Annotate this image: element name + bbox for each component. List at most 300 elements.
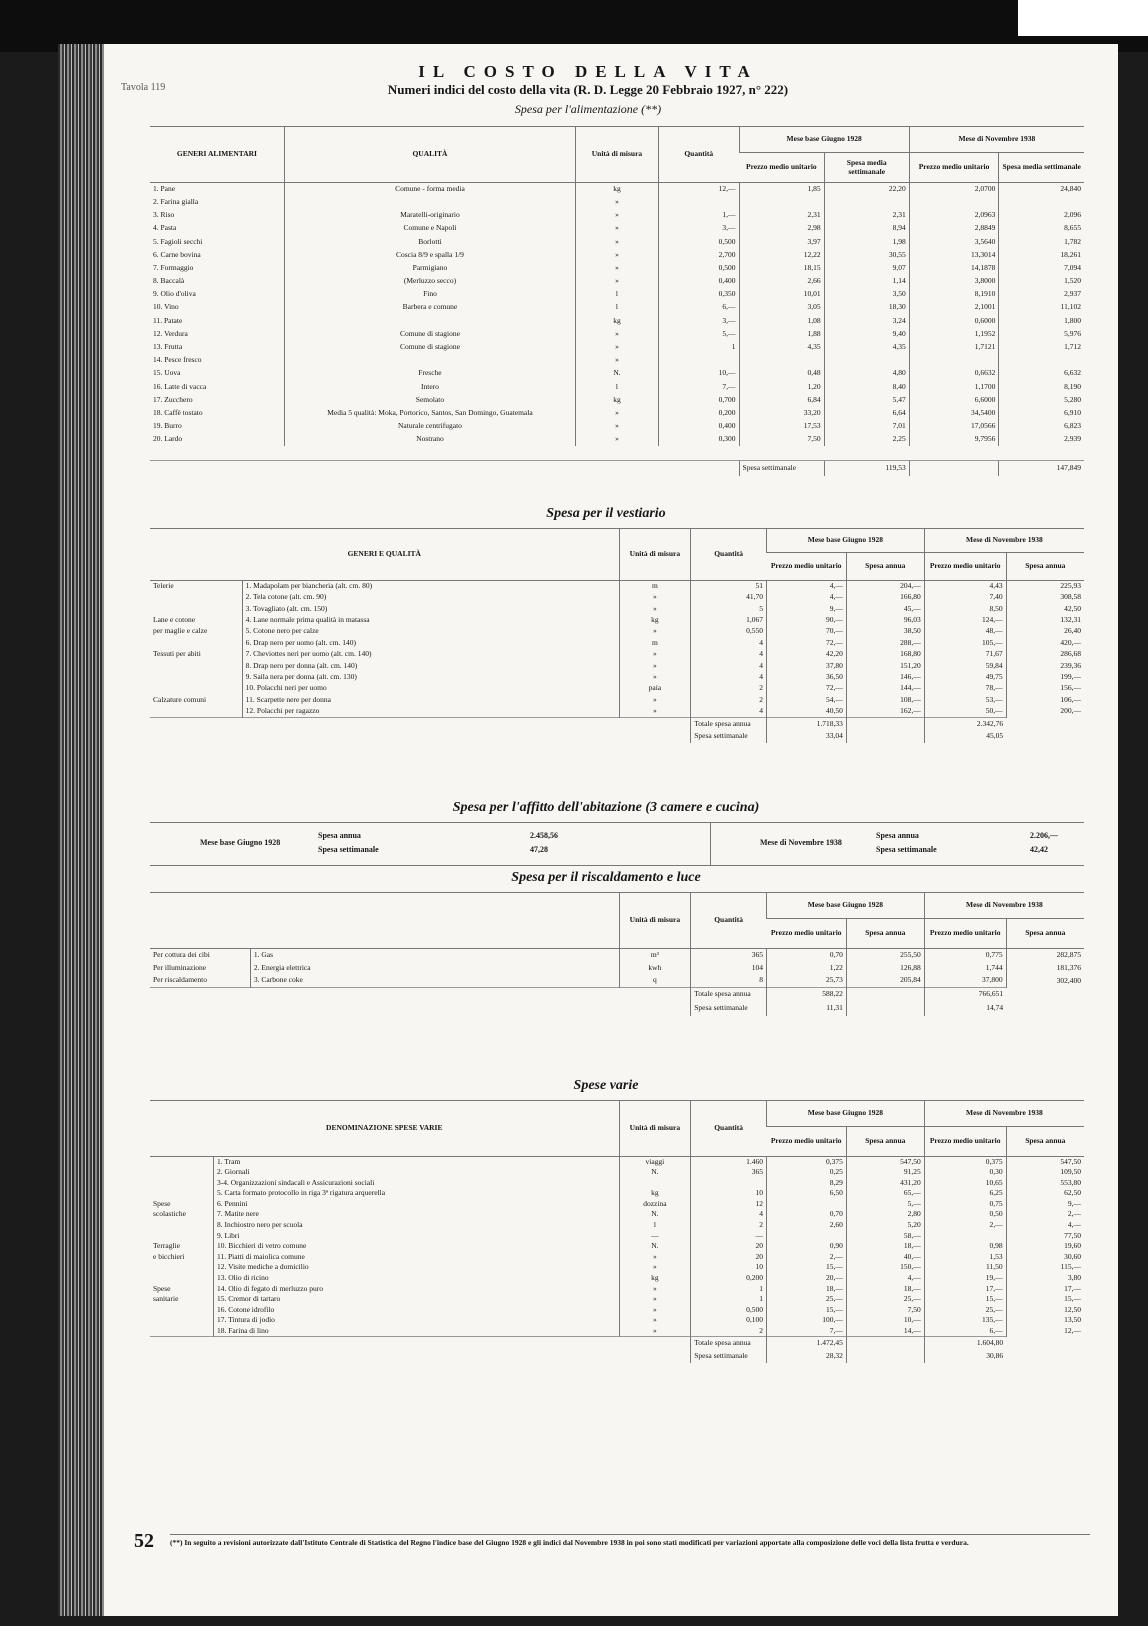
- table-row: [150, 275, 1084, 288]
- cloth-spesa-base: 146,—: [846, 672, 924, 683]
- food-item-qty: 12,—: [658, 183, 739, 196]
- food-item-name: 10. Vino: [153, 302, 179, 312]
- food-price-nov: 34,5400: [909, 407, 999, 420]
- food-price-nov: 1,1952: [909, 328, 999, 341]
- food-item-quality: Maratelli-originario: [284, 209, 575, 222]
- food-price-nov: 0,6000: [909, 314, 999, 327]
- heat-unit: m³: [619, 949, 691, 962]
- food-spesa-nov: 2,096: [999, 209, 1084, 222]
- heat-price-base: 25,73: [767, 975, 847, 988]
- misc-spesa-nov: 19,60: [1006, 1241, 1084, 1252]
- cloth-price-nov: 71,67: [924, 649, 1006, 660]
- misc-unit: »: [619, 1262, 691, 1273]
- total-settimanale-nov: 30,86: [924, 1350, 1006, 1363]
- misc-spesa-nov: 15,—: [1006, 1294, 1084, 1305]
- cloth-price-base: 36,50: [767, 672, 847, 683]
- table-row: [150, 1241, 1084, 1252]
- total-settimanale-nov: 45,05: [924, 730, 1006, 743]
- cloth-price-base: 42,20: [767, 649, 847, 660]
- misc-item-name: 16. Cotone idrofilo: [213, 1305, 619, 1316]
- col-spesa-nov: Spesa annua: [1006, 1127, 1084, 1157]
- food-spesa-base: 2,31: [824, 209, 909, 222]
- cloth-price-nov: 49,75: [924, 672, 1006, 683]
- food-price-nov: 9,7956: [909, 433, 999, 446]
- total-annua-base: 1.472,45: [767, 1337, 847, 1350]
- food-spesa-base: 5,47: [824, 394, 909, 407]
- food-item-unit: l: [576, 380, 659, 393]
- cloth-price-base: 72,—: [767, 683, 847, 694]
- section-title-misc: Spese varie: [573, 1078, 639, 1093]
- table-row: [150, 380, 1084, 393]
- total-settimanale-base: 28,32: [767, 1350, 847, 1363]
- food-spesa-nov: 1,520: [999, 275, 1084, 288]
- misc-unit: »: [619, 1294, 691, 1305]
- misc-spesa-nov: 12,—: [1006, 1326, 1084, 1337]
- cloth-spesa-base: 45,—: [846, 603, 924, 614]
- table-row: [150, 367, 1084, 380]
- total-settimanale-label: Spesa settimanale: [691, 730, 767, 743]
- misc-qty: 1.460: [691, 1157, 767, 1168]
- misc-price-nov: 6,25: [924, 1188, 1006, 1199]
- heat-item-name: 2. Energia elettrica: [250, 962, 619, 975]
- food-item-qty: 2,700: [658, 248, 739, 261]
- food-price-base: 1,85: [739, 183, 824, 196]
- food-spesa-base: 1,98: [824, 235, 909, 248]
- cloth-qty: 4: [691, 660, 767, 671]
- table-row: [150, 1199, 1084, 1210]
- food-item-name: 20. Lardo: [153, 434, 183, 444]
- blank-cell: [150, 1337, 691, 1350]
- food-item-qty: 0,400: [658, 420, 739, 433]
- table-row: [150, 341, 1084, 354]
- cloth-group: [150, 683, 242, 694]
- food-spesa-nov: 7,094: [999, 262, 1084, 275]
- food-item-quality: Fresche: [284, 367, 575, 380]
- cloth-spesa-base: 108,—: [846, 694, 924, 705]
- food-spesa-nov: 6,823: [999, 420, 1084, 433]
- cloth-spesa-nov: 200,—: [1006, 706, 1084, 717]
- food-price-nov: 13,3014: [909, 248, 999, 261]
- food-price-base: [739, 196, 824, 209]
- cloth-price-base: 70,—: [767, 626, 847, 637]
- col-spesa-nov: Spesa annua: [1006, 553, 1084, 581]
- table-row: [150, 301, 1084, 314]
- cloth-price-nov: 50,—: [924, 706, 1006, 717]
- total-annua-label: Totale spesa annua: [691, 988, 767, 1002]
- blank-cell: [846, 1337, 924, 1350]
- table-row: [150, 1209, 1084, 1220]
- food-item-quality: Comune di stagione: [284, 341, 575, 354]
- misc-qty: 0,500: [691, 1305, 767, 1316]
- cloth-unit: »: [619, 626, 691, 637]
- food-total-label: Spesa settimanale: [739, 460, 824, 476]
- food-price-base: 3,97: [739, 235, 824, 248]
- table-row: [150, 1284, 1084, 1295]
- food-spesa-nov: 2,937: [999, 288, 1084, 301]
- col-nov: Mese di Novembre 1938: [924, 1101, 1084, 1127]
- table-row: [150, 209, 1084, 222]
- food-item-quality: Nostrano: [284, 433, 575, 446]
- food-price-nov: 14,1878: [909, 262, 999, 275]
- misc-spesa-nov: 115,—: [1006, 1262, 1084, 1273]
- cloth-qty: 2: [691, 683, 767, 694]
- misc-spesa-nov: 77,50: [1006, 1231, 1084, 1242]
- col-denominazione: DENOMINAZIONE SPESE VARIE: [150, 1101, 619, 1157]
- misc-group: Spese: [153, 1198, 171, 1208]
- food-spesa-base: 2,25: [824, 433, 909, 446]
- cloth-price-nov: 59,84: [924, 660, 1006, 671]
- food-item-unit: N.: [576, 367, 659, 380]
- food-item-quality: Coscia 8/9 e spalla 1/9: [284, 248, 575, 261]
- table-row: [150, 672, 1084, 683]
- misc-price-base: 25,—: [767, 1294, 847, 1305]
- blank-cell: [846, 717, 924, 730]
- food-item-unit: »: [576, 248, 659, 261]
- cloth-spesa-base: 144,—: [846, 683, 924, 694]
- misc-spesa-base: 150,—: [846, 1262, 924, 1273]
- food-price-nov: 2,0700: [909, 183, 999, 196]
- food-item-unit: »: [576, 209, 659, 222]
- cloth-spesa-nov: 132,31: [1006, 615, 1084, 626]
- heat-price-nov: 0,775: [924, 949, 1006, 962]
- food-item-unit: »: [576, 407, 659, 420]
- misc-item-name: 7. Matite nere: [213, 1209, 619, 1220]
- food-item-qty: 7,—: [658, 380, 739, 393]
- page-number: 52: [134, 1530, 154, 1552]
- heat-unit: q: [619, 975, 691, 988]
- blank-cell: [846, 1350, 924, 1363]
- misc-price-nov: 25,—: [924, 1305, 1006, 1316]
- cloth-price-base: 9,—: [767, 603, 847, 614]
- cloth-unit: »: [619, 694, 691, 705]
- food-item-unit: »: [576, 341, 659, 354]
- food-item-name: 18. Caffè tostato: [153, 407, 203, 417]
- spacer-cell: [150, 446, 1084, 460]
- table-row: [150, 637, 1084, 648]
- heat-qty: 104: [691, 962, 767, 975]
- total-settimanale-base: 11,31: [767, 1002, 847, 1016]
- total-annua-nov: 2.342,76: [924, 717, 1006, 730]
- misc-spesa-base: 4,—: [846, 1273, 924, 1284]
- col-spesa-nov: Spesa media settimanale: [999, 153, 1084, 183]
- food-price-base: 1,08: [739, 314, 824, 327]
- heat-qty: 8: [691, 975, 767, 988]
- food-price-nov: 2,1001: [909, 301, 999, 314]
- cloth-item-name: 7. Cheviottes neri per uomo (alt. cm. 140): [242, 649, 619, 660]
- table-row: [150, 1220, 1084, 1231]
- misc-item-name: 12. Visite mediche a domicilio: [213, 1262, 619, 1273]
- food-item-name: 3. Riso: [153, 210, 175, 220]
- table-row: [150, 328, 1084, 341]
- cloth-price-nov: 53,—: [924, 694, 1006, 705]
- blank-cell: [150, 730, 691, 743]
- food-item-qty: 6,—: [658, 301, 739, 314]
- misc-qty: 365: [691, 1167, 767, 1178]
- food-price-base: 33,20: [739, 407, 824, 420]
- table-number: Tavola 119: [121, 82, 166, 93]
- food-spesa-nov: 8,655: [999, 222, 1084, 235]
- food-spesa-base: 8,40: [824, 380, 909, 393]
- misc-spesa-nov: 17,—: [1006, 1284, 1084, 1295]
- food-total-base: 119,53: [824, 460, 909, 476]
- misc-unit: »: [619, 1252, 691, 1263]
- food-item-name: 13. Frutta: [153, 342, 183, 352]
- misc-price-base: [767, 1231, 847, 1242]
- cloth-spesa-base: 288,—: [846, 637, 924, 648]
- food-item-name: 9. Olio d'oliva: [153, 289, 196, 299]
- total-row: [150, 1337, 1084, 1350]
- total-row: [150, 717, 1084, 730]
- blank-cell: [150, 1002, 691, 1016]
- table-row: [150, 314, 1084, 327]
- food-item-qty: 0,300: [658, 433, 739, 446]
- food-price-nov: 8,1910: [909, 288, 999, 301]
- food-item-name: 19. Burro: [153, 421, 182, 431]
- misc-item-name: 15. Cremor di tartaro: [213, 1294, 619, 1305]
- table-row: [150, 433, 1084, 446]
- misc-spesa-nov: 3,80: [1006, 1273, 1084, 1284]
- food-price-base: 18,15: [739, 262, 824, 275]
- food-price-nov: 2,8849: [909, 222, 999, 235]
- cloth-unit: »: [619, 672, 691, 683]
- misc-unit: l: [619, 1220, 691, 1231]
- page-subtitle: Numeri indici del costo della vita (R. D. Legge 20 Febbraio 1927, n° 222): [387, 82, 789, 97]
- food-spesa-nov: 2,939: [999, 433, 1084, 446]
- cloth-item-name: 1. Madapolam per biancheria (alt. cm. 80): [242, 581, 619, 592]
- cloth-price-base: 37,80: [767, 660, 847, 671]
- cloth-item-name: 4. Lane normale prima qualità in matassa: [242, 615, 619, 626]
- misc-spesa-base: 5,—: [846, 1199, 924, 1210]
- rent-nov-label: Mese di Novembre 1938: [760, 838, 842, 847]
- food-item-quality: Naturale centrifugato: [284, 420, 575, 433]
- clothing-table: [150, 528, 1084, 743]
- cloth-price-base: 90,—: [767, 615, 847, 626]
- food-item-quality: Barbera e comune: [284, 301, 575, 314]
- heat-price-base: 1,22: [767, 962, 847, 975]
- cloth-item-name: 11. Scarpette nere per donna: [242, 694, 619, 705]
- col-spesa-nov: Spesa annua: [1006, 919, 1084, 949]
- food-item-qty: 1,—: [658, 209, 739, 222]
- col-spesa-base: Spesa annua: [846, 553, 924, 581]
- misc-item-name: 5. Carta formato protocollo in riga 3ª rigatura arquerella: [213, 1188, 619, 1199]
- misc-price-nov: 0,30: [924, 1167, 1006, 1178]
- cloth-price-base: 40,50: [767, 706, 847, 717]
- misc-item-name: 6. Pennini: [213, 1199, 619, 1210]
- food-spesa-base: 6,64: [824, 407, 909, 420]
- food-price-base: 7,50: [739, 433, 824, 446]
- cloth-price-base: 4,—: [767, 592, 847, 603]
- misc-unit: [619, 1178, 691, 1189]
- cloth-spesa-nov: 420,—: [1006, 637, 1084, 648]
- misc-spesa-base: 40,—: [846, 1252, 924, 1263]
- food-item-qty: [658, 196, 739, 209]
- col-prezzo-base: Prezzo medio unitario: [739, 153, 824, 183]
- food-price-base: 2,66: [739, 275, 824, 288]
- cloth-spesa-nov: 156,—: [1006, 683, 1084, 694]
- food-price-base: 0,48: [739, 367, 824, 380]
- misc-group: [150, 1167, 213, 1178]
- food-item-qty: 0,350: [658, 288, 739, 301]
- misc-price-nov: 0,375: [924, 1157, 1006, 1168]
- misc-price-base: 20,—: [767, 1273, 847, 1284]
- section-title-food: Spesa per l'alimentazione (**): [514, 102, 662, 116]
- food-spesa-base: 4,80: [824, 367, 909, 380]
- misc-unit: N.: [619, 1167, 691, 1178]
- cloth-spesa-nov: 199,—: [1006, 672, 1084, 683]
- food-spesa-nov: 6,632: [999, 367, 1084, 380]
- misc-qty: —: [691, 1231, 767, 1242]
- misc-spesa-base: 547,50: [846, 1157, 924, 1168]
- heat-spesa-nov: 282,875: [1006, 949, 1084, 962]
- table-row: [150, 196, 1084, 209]
- food-spesa-base: 1,14: [824, 275, 909, 288]
- misc-group: [150, 1326, 213, 1337]
- scan-corner: [1018, 0, 1148, 36]
- misc-qty: 1: [691, 1294, 767, 1305]
- cloth-spesa-base: 96,03: [846, 615, 924, 626]
- misc-group: scolastiche: [153, 1209, 186, 1219]
- food-spesa-nov: 6,910: [999, 407, 1084, 420]
- cloth-price-base: 54,—: [767, 694, 847, 705]
- table-row: [150, 694, 1084, 705]
- heat-unit: kwh: [619, 962, 691, 975]
- cloth-group: [150, 672, 242, 683]
- misc-spesa-base: 14,—: [846, 1326, 924, 1337]
- cloth-spesa-nov: 286,68: [1006, 649, 1084, 660]
- col-nov: Mese di Novembre 1938: [909, 127, 1084, 153]
- misc-price-nov: [924, 1231, 1006, 1242]
- table-row: [150, 1305, 1084, 1316]
- cloth-qty: 2: [691, 694, 767, 705]
- misc-group: [150, 1262, 213, 1273]
- food-item-unit: »: [576, 328, 659, 341]
- misc-price-base: 2,—: [767, 1252, 847, 1263]
- total-annua-base: 588,22: [767, 988, 847, 1002]
- total-annua-label: Totale spesa annua: [691, 717, 767, 730]
- food-spesa-nov: 24,840: [999, 183, 1084, 196]
- col-spesa-base: Spesa media settimanale: [824, 153, 909, 183]
- misc-group: e bicchieri: [153, 1251, 185, 1261]
- cloth-price-nov: 78,—: [924, 683, 1006, 694]
- col-prezzo-nov: Prezzo medio unitario: [924, 1127, 1006, 1157]
- misc-spesa-base: 5,20: [846, 1220, 924, 1231]
- misc-group: Spese: [153, 1283, 171, 1293]
- cloth-price-base: 72,—: [767, 637, 847, 648]
- misc-price-nov: 0,50: [924, 1209, 1006, 1220]
- heat-price-nov: 1,744: [924, 962, 1006, 975]
- food-item-name: 4. Pasta: [153, 223, 177, 233]
- cloth-unit: kg: [619, 615, 691, 626]
- misc-qty: 10: [691, 1262, 767, 1273]
- cloth-group: [150, 603, 242, 614]
- blank-cell: [150, 717, 691, 730]
- misc-spesa-base: 65,—: [846, 1188, 924, 1199]
- food-item-name: 12. Verdura: [153, 328, 188, 338]
- rent-block: [150, 822, 1084, 866]
- col-prezzo-base: Prezzo medio unitario: [767, 919, 847, 949]
- cloth-spesa-nov: 308,58: [1006, 592, 1084, 603]
- food-item-quality: [284, 314, 575, 327]
- col-prezzo-nov: Prezzo medio unitario: [909, 153, 999, 183]
- misc-spesa-nov: 62,50: [1006, 1188, 1084, 1199]
- misc-spesa-nov: 9,—: [1006, 1199, 1084, 1210]
- book-binding: [58, 44, 104, 1616]
- col-unita: Unità di misura: [576, 127, 659, 183]
- food-item-unit: »: [576, 262, 659, 275]
- total-settimanale-label: Spesa settimanale: [691, 1350, 767, 1363]
- cloth-qty: 4: [691, 637, 767, 648]
- cloth-qty: 1,067: [691, 615, 767, 626]
- cloth-qty: 51: [691, 581, 767, 592]
- rent-base-annua: 2.458,56: [530, 831, 558, 840]
- table-row: [150, 683, 1084, 694]
- food-item-unit: »: [576, 433, 659, 446]
- col-prezzo-nov: Prezzo medio unitario: [924, 919, 1006, 949]
- cloth-spesa-nov: 42,50: [1006, 603, 1084, 614]
- cloth-item-name: 8. Drap nero per donna (alt. cm. 140): [242, 660, 619, 671]
- rent-divider: [710, 823, 711, 865]
- misc-qty: 1: [691, 1284, 767, 1295]
- cloth-group: [150, 592, 242, 603]
- col-quantita: Quantità: [691, 1101, 767, 1157]
- misc-price-base: 0,70: [767, 1209, 847, 1220]
- total-row: [150, 1002, 1084, 1016]
- food-spesa-nov: [999, 354, 1084, 367]
- misc-unit: »: [619, 1305, 691, 1316]
- misc-item-name: 17. Tintura di jodio: [213, 1315, 619, 1326]
- food-spesa-base: 3,24: [824, 314, 909, 327]
- page-title: IL COSTO DELLA VITA: [418, 62, 758, 81]
- misc-price-base: 2,60: [767, 1220, 847, 1231]
- food-item-quality: Intero: [284, 380, 575, 393]
- misc-unit: »: [619, 1315, 691, 1326]
- food-total-nov: 147,849: [999, 460, 1084, 476]
- food-spesa-nov: 18,261: [999, 248, 1084, 261]
- cloth-spesa-nov: 239,36: [1006, 660, 1084, 671]
- table-row: [150, 592, 1084, 603]
- misc-qty: 2: [691, 1220, 767, 1231]
- food-spesa-nov: 5,976: [999, 328, 1084, 341]
- food-item-unit: kg: [576, 394, 659, 407]
- food-spesa-base: 22,20: [824, 183, 909, 196]
- heat-spesa-nov: 181,376: [1006, 962, 1084, 975]
- col-unita: Unità di misura: [619, 1101, 691, 1157]
- table-row: [150, 420, 1084, 433]
- table-row: [150, 603, 1084, 614]
- food-item-unit: l: [576, 301, 659, 314]
- blank-cell: [846, 730, 924, 743]
- food-item-name: 17. Zucchero: [153, 394, 193, 404]
- table-row: [150, 1294, 1084, 1305]
- food-item-name: 6. Carne bovina: [153, 249, 201, 259]
- food-item-quality: (Merluzzo secco): [284, 275, 575, 288]
- food-item-quality: Media 5 qualità: Moka, Portorico, Santos, San Domingo, Guatemala: [284, 407, 575, 420]
- food-item-qty: 3,—: [658, 314, 739, 327]
- food-table: [150, 126, 1084, 476]
- cloth-spesa-base: 204,—: [846, 581, 924, 592]
- blank-cell: [846, 988, 924, 1002]
- misc-unit: kg: [619, 1273, 691, 1284]
- cloth-group: Calzature comuni: [153, 694, 207, 704]
- food-item-qty: 3,—: [658, 222, 739, 235]
- blank-cell: [909, 460, 999, 476]
- misc-spesa-nov: 553,80: [1006, 1178, 1084, 1189]
- misc-item-name: 11. Piatti di maiolica comune: [213, 1252, 619, 1263]
- food-item-unit: kg: [576, 183, 659, 196]
- food-item-unit: »: [576, 196, 659, 209]
- food-spesa-base: [824, 354, 909, 367]
- misc-spesa-nov: 109,50: [1006, 1167, 1084, 1178]
